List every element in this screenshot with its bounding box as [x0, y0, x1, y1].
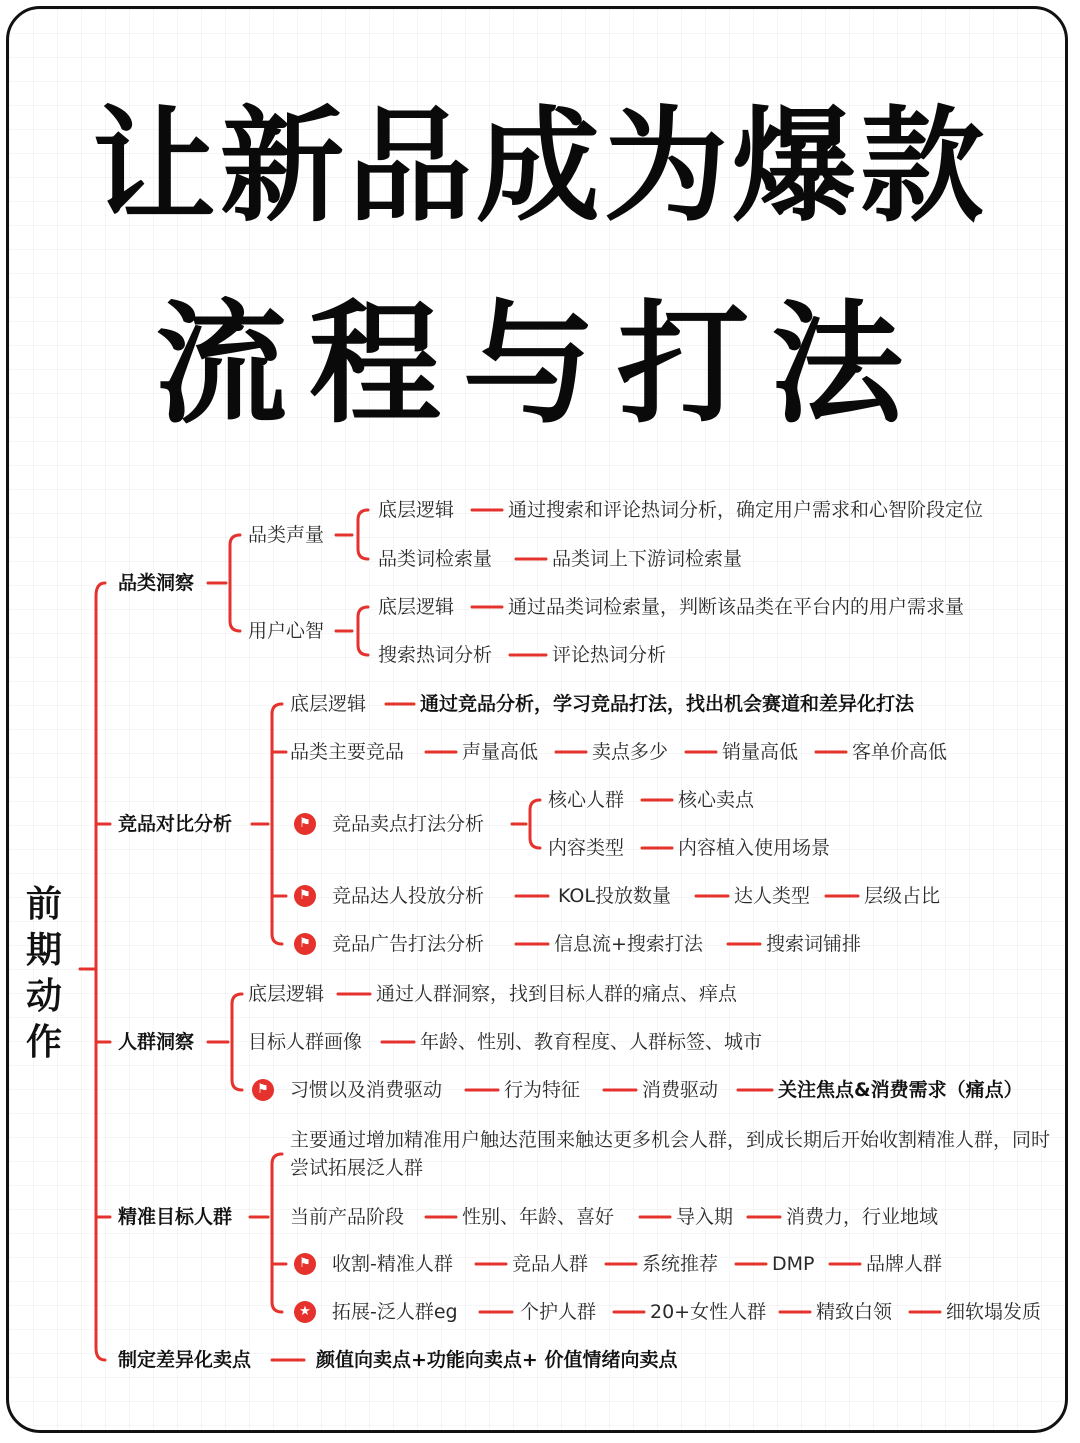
- leaf-node: 品类词检索量: [378, 548, 493, 570]
- leaf-node: 性别、年龄、喜好: [462, 1206, 615, 1228]
- flag-icon: ⚑: [294, 885, 316, 907]
- root-char: 动: [25, 976, 62, 1017]
- leaf-node: 行为特征: [504, 1079, 581, 1101]
- leaf-node: 核心人群: [548, 789, 625, 811]
- leaf-node: 竞品广告打法分析: [332, 933, 485, 955]
- leaf-node: 消费力，行业地域: [786, 1206, 939, 1228]
- sub-node: 用户心智: [248, 620, 325, 642]
- leaf-node: 20+女性人群: [650, 1301, 767, 1323]
- leaf-node: 通过搜索和评论热词分析，确定用户需求和心智阶段定位: [508, 499, 984, 521]
- leaf-node: 通过人群洞察，找到目标人群的痛点、痒点: [376, 983, 738, 1005]
- leaf-node: 通过竞品分析，学习竞品打法，找出机会赛道和差异化打法: [420, 693, 915, 715]
- leaf-node: 竞品人群: [512, 1253, 589, 1275]
- root-node: [22, 882, 66, 1066]
- flag-icon: ⚑: [252, 1079, 274, 1101]
- leaf-node: 个护人群: [520, 1301, 597, 1323]
- leaf-node: 客单价高低: [852, 741, 948, 763]
- leaf-node: KOL投放数量: [558, 885, 671, 907]
- category-node: 竞品对比分析: [118, 813, 233, 835]
- flag-icon: ⚑: [294, 1253, 316, 1275]
- leaf-node: 核心卖点: [678, 789, 755, 811]
- leaf-node: 年龄、性别、教育程度、人群标签、城市: [420, 1031, 763, 1053]
- leaf-node: 通过品类词检索量，判断该品类在平台内的用户需求量: [508, 596, 965, 618]
- leaf-node: 搜索词铺排: [766, 933, 862, 955]
- star-icon: ★: [294, 1301, 316, 1323]
- leaf-node: 拓展-泛人群eg: [332, 1301, 458, 1323]
- leaf-node: 主要通过增加精准用户触达范围来触达更多机会人群，到成长期后开始收割精准人群，同时尝试拓展泛人群: [290, 1129, 1051, 1179]
- root-char: 期: [25, 930, 62, 971]
- leaf-node: 声量高低: [462, 741, 539, 763]
- leaf-node: 卖点多少: [592, 741, 669, 763]
- category-node: 人群洞察: [118, 1031, 195, 1053]
- leaf-node: 底层逻辑: [378, 596, 455, 618]
- leaf-node: 关注焦点&消费需求（痛点）: [778, 1079, 1023, 1101]
- leaf-node: DMP: [772, 1253, 815, 1275]
- leaf-node: 底层逻辑: [378, 499, 455, 521]
- leaf-node: 评论热词分析: [552, 644, 667, 666]
- leaf-node: 消费驱动: [642, 1079, 719, 1101]
- category-node: 制定差异化卖点: [118, 1349, 252, 1371]
- leaf-node: 竞品卖点打法分析: [332, 813, 485, 835]
- leaf-node: 精致白领: [816, 1301, 893, 1323]
- leaf-node: 导入期: [676, 1206, 734, 1228]
- leaf-node: 层级占比: [864, 885, 941, 907]
- flag-icon: ⚑: [294, 933, 316, 955]
- root-char: 前: [25, 884, 62, 925]
- leaf-node: 品牌人群: [866, 1253, 943, 1275]
- title-line-2: 流程与打法: [155, 288, 925, 442]
- leaf-node: 内容类型: [548, 837, 625, 859]
- leaf-node: 竞品达人投放分析: [332, 885, 485, 907]
- sub-node: 品类声量: [248, 524, 325, 546]
- leaf-node: 当前产品阶段: [290, 1206, 405, 1228]
- leaf-node: 目标人群画像: [248, 1031, 363, 1053]
- leaf-node: 细软塌发质: [946, 1301, 1042, 1323]
- flag-icon: ⚑: [294, 813, 316, 835]
- leaf-node: 达人类型: [734, 885, 811, 907]
- leaf-node: 销量高低: [722, 741, 799, 763]
- leaf-node: 品类词上下游词检索量: [552, 548, 743, 570]
- root-char: 作: [25, 1022, 62, 1063]
- leaf-node: 收割-精准人群: [332, 1253, 453, 1275]
- leaf-node: 品类主要竞品: [290, 741, 405, 763]
- title-line-1: 让新品成为爆款: [91, 95, 988, 239]
- category-node: 精准目标人群: [118, 1206, 233, 1228]
- leaf-node: 颜值向卖点+功能向卖点+ 价值情绪向卖点: [316, 1349, 678, 1371]
- leaf-node: 信息流+搜索打法: [554, 933, 703, 955]
- category-node: 品类洞察: [118, 572, 195, 594]
- leaf-node: 系统推荐: [642, 1253, 719, 1275]
- leaf-node: 搜索热词分析: [378, 644, 493, 666]
- leaf-node: 底层逻辑: [248, 983, 325, 1005]
- leaf-node: 底层逻辑: [290, 693, 367, 715]
- leaf-node: 习惯以及消费驱动: [290, 1079, 443, 1101]
- leaf-node: 内容植入使用场景: [678, 837, 831, 859]
